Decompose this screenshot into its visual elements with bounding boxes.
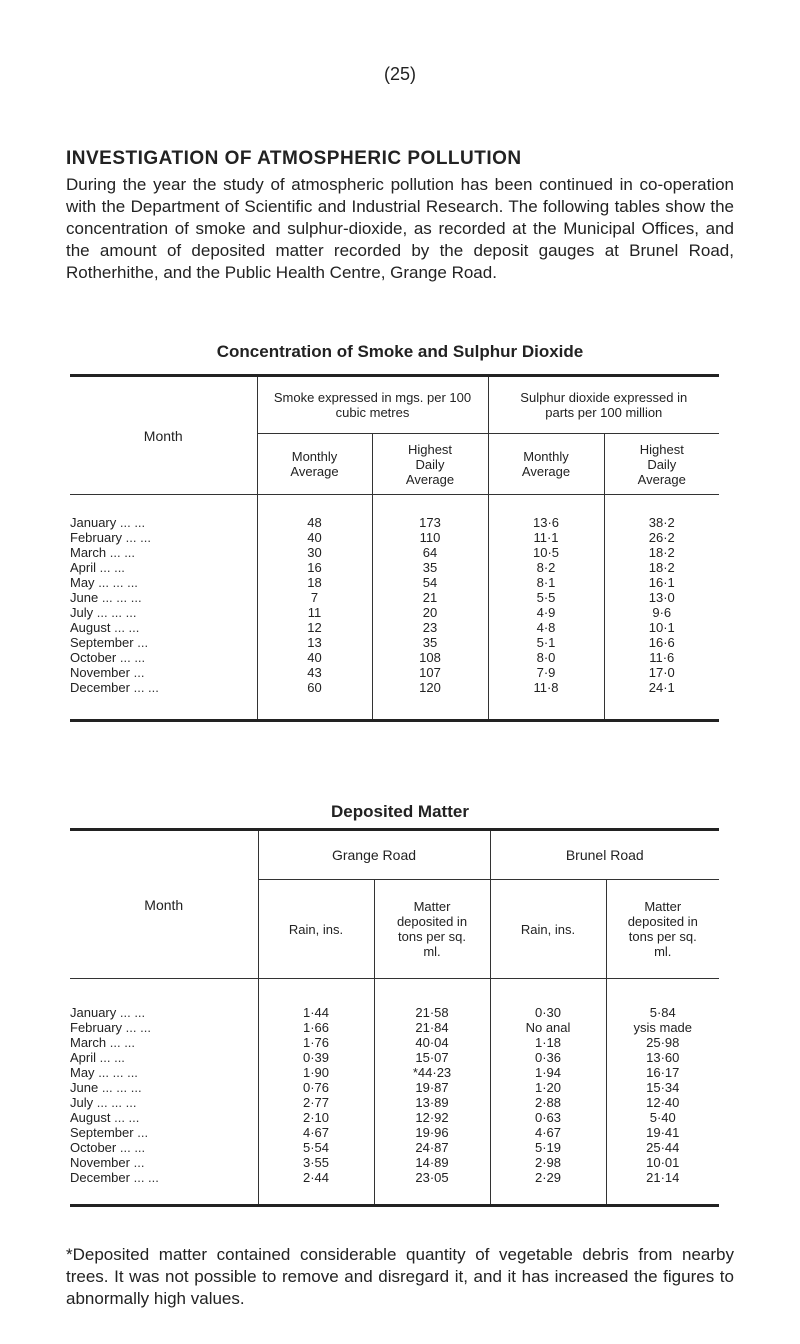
grange-rain-header: Rain, ins.: [258, 880, 374, 979]
table-row: [70, 1005, 719, 1020]
leader-dots: ... ...: [133, 1170, 159, 1185]
b-rain-cell: 0·36: [490, 1050, 606, 1065]
leader-dots: ... ... ...: [96, 1095, 137, 1110]
month-cell: [70, 1170, 258, 1185]
smoke-avg-cell: 30: [257, 545, 372, 560]
so2-avg-cell: 8·2: [488, 560, 604, 575]
smoke-high-cell: 108: [372, 650, 488, 665]
so2-high-cell: 24·1: [604, 680, 719, 695]
month-name: February: [70, 1020, 123, 1035]
leader-dots: ... ...: [114, 1110, 140, 1125]
b-matter-cell: 25·98: [606, 1035, 719, 1050]
g-rain-cell: 0·39: [258, 1050, 374, 1065]
leader-dots: ... ...: [119, 1005, 146, 1020]
month-cell: [70, 575, 257, 590]
month-name: October: [70, 1140, 117, 1155]
table-row: [70, 590, 719, 605]
table-row: [70, 635, 719, 650]
month-cell: [70, 515, 257, 530]
leader-dots: ... ...: [109, 1035, 136, 1050]
g-rain-cell: 4·67: [258, 1125, 374, 1140]
month-cell: [70, 560, 257, 575]
so2-high-cell: 17·0: [604, 665, 719, 680]
so2-high-cell: 11·6: [604, 650, 719, 665]
month-name: May: [70, 1065, 95, 1080]
smoke-highest-header: Highest Daily Average: [372, 434, 488, 495]
smoke-avg-cell: 43: [257, 665, 372, 680]
so2-group-header: Sulphur dioxide expressed in parts per 100 million: [488, 376, 719, 434]
smoke-avg-cell: 48: [257, 515, 372, 530]
smoke-high-cell: 21: [372, 590, 488, 605]
leader-dots: ...: [133, 665, 145, 680]
smoke-avg-cell: 40: [257, 650, 372, 665]
smoke-high-cell: 35: [372, 560, 488, 575]
table-row: [70, 1095, 719, 1110]
month-name: March: [70, 1035, 107, 1050]
brunel-matter-header: Matter deposited in tons per sq. ml.: [606, 880, 719, 979]
leader-dots: ... ...: [114, 620, 140, 635]
month-name: June: [70, 1080, 99, 1095]
b-rain-cell: 4·67: [490, 1125, 606, 1140]
month-cell: [70, 590, 257, 605]
month-cell: [70, 1125, 258, 1140]
g-matter-cell: 13·89: [374, 1095, 490, 1110]
b-matter-cell: 25·44: [606, 1140, 719, 1155]
leader-dots: ...: [137, 635, 149, 650]
brunel-rain-header: Rain, ins.: [490, 880, 606, 979]
so2-avg-cell: 4·9: [488, 605, 604, 620]
g-rain-cell: 5·54: [258, 1140, 374, 1155]
month-cell: [70, 620, 257, 635]
month-cell: [70, 530, 257, 545]
smoke-avg-cell: 11: [257, 605, 372, 620]
month-name: November: [70, 665, 130, 680]
table-row: [70, 1125, 719, 1140]
table-row: [70, 1050, 719, 1065]
table-row: [70, 620, 719, 635]
leader-dots: ...: [133, 1155, 145, 1170]
month-cell: [70, 1140, 258, 1155]
g-rain-cell: 2·44: [258, 1170, 374, 1185]
leader-dots: ... ... ...: [98, 575, 138, 590]
smoke-avg-cell: 13: [257, 635, 372, 650]
page-number: (25): [383, 64, 416, 84]
month-name: July: [70, 605, 94, 620]
month-header: Month: [70, 376, 257, 495]
g-matter-cell: 15·07: [374, 1050, 490, 1065]
so2-avg-cell: 10·5: [488, 545, 604, 560]
month-name: June: [70, 590, 99, 605]
month-cell: [70, 1095, 258, 1110]
table-row: [70, 1170, 719, 1185]
so2-avg-cell: 4·8: [488, 620, 604, 635]
g-rain-cell: 1·76: [258, 1035, 374, 1050]
month-cell: [70, 1110, 258, 1125]
smoke-high-cell: 110: [372, 530, 488, 545]
deposit-table-title: Deposited Matter: [331, 802, 469, 821]
leader-dots: ...: [137, 1125, 149, 1140]
footnote: *Deposited matter contained considerable quantity of vegetable debris from nearby trees. It was not possible to remove and disregard it, and it has increased the figures to abnormally high values.: [66, 1245, 734, 1308]
brunel-road-header: Brunel Road: [490, 830, 719, 880]
table-row: [70, 650, 719, 665]
g-matter-cell: 19·87: [374, 1080, 490, 1095]
g-matter-cell: 19·96: [374, 1125, 490, 1140]
b-matter-cell: 5·40: [606, 1110, 719, 1125]
month-name: April: [70, 1050, 97, 1065]
leader-dots: ... ... ...: [101, 590, 142, 605]
g-rain-cell: 3·55: [258, 1155, 374, 1170]
b-rain-cell: 5·19: [490, 1140, 606, 1155]
g-matter-cell: 21·84: [374, 1020, 490, 1035]
g-rain-cell: 2·10: [258, 1110, 374, 1125]
smoke-avg-cell: 12: [257, 620, 372, 635]
month-name: November: [70, 1155, 130, 1170]
leader-dots: ... ...: [125, 530, 151, 545]
so2-avg-cell: 8·0: [488, 650, 604, 665]
smoke-high-cell: 35: [372, 635, 488, 650]
b-rain-cell: 2·98: [490, 1155, 606, 1170]
so2-high-cell: 18·2: [604, 545, 719, 560]
month-name: September: [70, 1125, 134, 1140]
table-row: [70, 1110, 719, 1125]
table-row: [70, 1080, 719, 1095]
smoke-high-cell: 64: [372, 545, 488, 560]
g-rain-cell: 1·44: [258, 1005, 374, 1020]
month-cell: [70, 1080, 258, 1095]
month-name: December: [70, 1170, 130, 1185]
smoke-high-cell: 120: [372, 680, 488, 695]
leader-dots: ... ...: [109, 545, 136, 560]
b-rain-cell: 1·94: [490, 1065, 606, 1080]
table-row: [70, 605, 719, 620]
table-row: [70, 1020, 719, 1035]
month-name: January: [70, 1005, 117, 1020]
so2-avg-cell: 7·9: [488, 665, 604, 680]
so2-avg-cell: 11·1: [488, 530, 604, 545]
b-matter-cell: 21·14: [606, 1170, 719, 1185]
month-cell: [70, 1065, 258, 1080]
g-matter-cell: 12·92: [374, 1110, 490, 1125]
table-row: [70, 680, 719, 695]
smoke-group-header: Smoke expressed in mgs. per 100 cubic metres: [257, 376, 488, 434]
b-rain-cell: No anal: [490, 1020, 606, 1035]
table-row: [70, 560, 719, 575]
b-rain-cell: 1·20: [490, 1080, 606, 1095]
so2-avg-cell: 8·1: [488, 575, 604, 590]
grange-road-header: Grange Road: [258, 830, 490, 880]
leader-dots: ... ...: [119, 650, 146, 665]
month-cell: [70, 1155, 258, 1170]
so2-monthly-header: Monthly Average: [488, 434, 604, 495]
so2-highest-header: Highest Daily Average: [604, 434, 719, 495]
so2-avg-cell: 11·8: [488, 680, 604, 695]
smoke-avg-cell: 18: [257, 575, 372, 590]
table-row: [70, 1035, 719, 1050]
month-name: July: [70, 1095, 94, 1110]
leader-dots: ... ...: [125, 1020, 151, 1035]
table-row: [70, 1155, 719, 1170]
b-rain-cell: 2·29: [490, 1170, 606, 1185]
b-matter-cell: 19·41: [606, 1125, 719, 1140]
b-rain-cell: 0·63: [490, 1110, 606, 1125]
smoke-avg-cell: 60: [257, 680, 372, 695]
month-name: May: [70, 575, 95, 590]
table-row: [70, 515, 719, 530]
leader-dots: ... ...: [99, 560, 125, 575]
month-cell: [70, 650, 257, 665]
month-cell: [70, 1020, 258, 1035]
so2-avg-cell: 5·1: [488, 635, 604, 650]
leader-dots: ... ... ...: [96, 605, 137, 620]
smoke-avg-cell: 7: [257, 590, 372, 605]
b-matter-cell: ysis made: [606, 1020, 719, 1035]
g-rain-cell: 2·77: [258, 1095, 374, 1110]
b-rain-cell: 0·30: [490, 1005, 606, 1020]
deposit-table: [70, 828, 719, 1207]
smoke-avg-cell: 40: [257, 530, 372, 545]
month-name: September: [70, 635, 134, 650]
g-matter-cell: 21·58: [374, 1005, 490, 1020]
month-cell: [70, 1050, 258, 1065]
month-cell: [70, 605, 257, 620]
smoke-table: [70, 374, 719, 722]
table-row: [70, 1065, 719, 1080]
b-matter-cell: 10·01: [606, 1155, 719, 1170]
deposit-month-header: Month: [70, 830, 258, 979]
g-rain-cell: 0·76: [258, 1080, 374, 1095]
smoke-monthly-header: Monthly Average: [257, 434, 372, 495]
month-name: April: [70, 560, 97, 575]
smoke-high-cell: 173: [372, 515, 488, 530]
smoke-high-cell: 20: [372, 605, 488, 620]
so2-high-cell: 26·2: [604, 530, 719, 545]
leader-dots: ... ...: [119, 515, 146, 530]
smoke-high-cell: 23: [372, 620, 488, 635]
b-matter-cell: 12·40: [606, 1095, 719, 1110]
g-rain-cell: 1·90: [258, 1065, 374, 1080]
grange-matter-header: Matter deposited in tons per sq. ml.: [374, 880, 490, 979]
month-name: March: [70, 545, 107, 560]
g-matter-cell: 14·89: [374, 1155, 490, 1170]
smoke-avg-cell: 16: [257, 560, 372, 575]
leader-dots: ... ...: [133, 680, 159, 695]
b-matter-cell: 15·34: [606, 1080, 719, 1095]
month-name: October: [70, 650, 117, 665]
g-matter-cell: *44·23: [374, 1065, 490, 1080]
so2-high-cell: 18·2: [604, 560, 719, 575]
so2-high-cell: 16·1: [604, 575, 719, 590]
table-row: [70, 545, 719, 560]
table-row: [70, 1140, 719, 1155]
g-rain-cell: 1·66: [258, 1020, 374, 1035]
smoke-high-cell: 54: [372, 575, 488, 590]
leader-dots: ... ...: [119, 1140, 146, 1155]
so2-high-cell: 9·6: [604, 605, 719, 620]
b-matter-cell: 13·60: [606, 1050, 719, 1065]
so2-high-cell: 10·1: [604, 620, 719, 635]
so2-high-cell: 38·2: [604, 515, 719, 530]
g-matter-cell: 23·05: [374, 1170, 490, 1185]
month-cell: [70, 1035, 258, 1050]
so2-high-cell: 16·6: [604, 635, 719, 650]
month-cell: [70, 635, 257, 650]
so2-avg-cell: 5·5: [488, 590, 604, 605]
table-row: [70, 530, 719, 545]
leader-dots: ... ... ...: [101, 1080, 142, 1095]
month-name: January: [70, 515, 117, 530]
smoke-table-title: Concentration of Smoke and Sulphur Dioxide: [216, 342, 584, 361]
g-matter-cell: 40·04: [374, 1035, 490, 1050]
month-cell: [70, 665, 257, 680]
month-cell: [70, 680, 257, 695]
leader-dots: ... ...: [99, 1050, 125, 1065]
month-name: August: [70, 1110, 111, 1125]
month-cell: [70, 545, 257, 560]
b-rain-cell: 2·88: [490, 1095, 606, 1110]
so2-high-cell: 13·0: [604, 590, 719, 605]
g-matter-cell: 24·87: [374, 1140, 490, 1155]
page-heading: INVESTIGATION OF ATMOSPHERIC POLLUTION: [66, 148, 522, 169]
month-name: August: [70, 620, 111, 635]
month-name: February: [70, 530, 123, 545]
b-matter-cell: 16·17: [606, 1065, 719, 1080]
intro-paragraph: During the year the study of atmospheric pollution has been continued in co-operation with the Department of Scientific and Industrial Research. The following tables show the concentration of smoke and sulphur-dioxide, as recorded at the Municipal Offices, and the amount of deposited matter recorded by the deposit gauges at Brunel Road, Rotherhithe, and the Public Health Centre, Grange Road.: [66, 175, 734, 282]
so2-avg-cell: 13·6: [488, 515, 604, 530]
month-cell: [70, 1005, 258, 1020]
b-rain-cell: 1·18: [490, 1035, 606, 1050]
month-name: December: [70, 680, 130, 695]
leader-dots: ... ... ...: [98, 1065, 138, 1080]
smoke-high-cell: 107: [372, 665, 488, 680]
table-row: [70, 665, 719, 680]
b-matter-cell: 5·84: [606, 1005, 719, 1020]
table-row: [70, 575, 719, 590]
